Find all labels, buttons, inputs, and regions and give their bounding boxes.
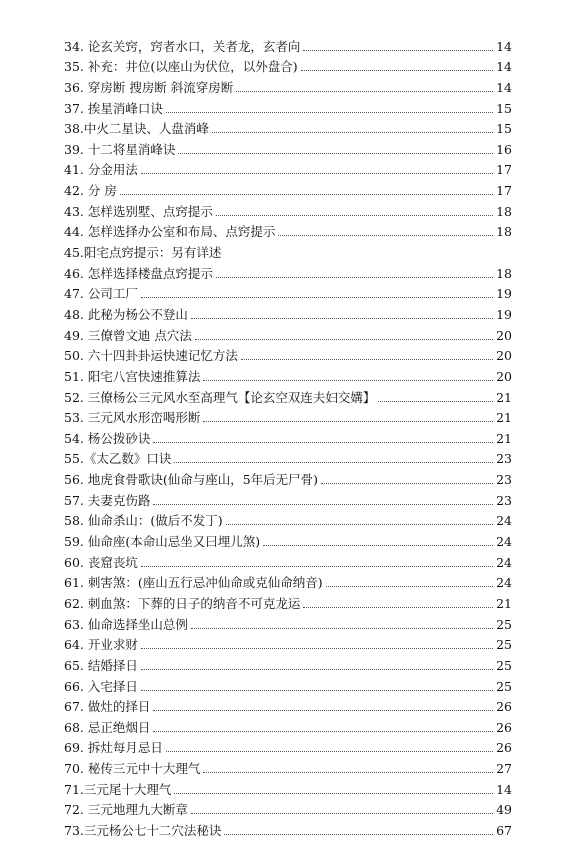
toc-entry[interactable] — [64, 302, 512, 323]
toc-entry-title: 52. 三僚杨公三元风水至高理气【论玄空双连夫妇交媾】 — [64, 389, 376, 405]
toc-entry-title: 34. 论玄关窍，窍者水口，关者龙，玄者向 — [64, 38, 301, 54]
toc-dot-leader — [153, 731, 493, 732]
toc-entry-page-number: 18 — [496, 224, 512, 240]
toc-dot-leader — [212, 132, 493, 133]
toc-entry-page-number: 21 — [496, 430, 512, 446]
toc-entry-title: 54. 杨公拨砂诀 — [64, 430, 151, 446]
toc-entry-title: 42. 分 房 — [64, 183, 117, 199]
toc-entry-title: 65. 结婚择日 — [64, 657, 138, 673]
toc-entry-page-number: 14 — [496, 38, 512, 54]
toc-entry-page-number: 23 — [496, 492, 512, 508]
toc-entry-page-number: 15 — [496, 121, 512, 137]
toc-entry-title: 41. 分金用法 — [64, 162, 138, 178]
toc-entry-page-number: 20 — [496, 368, 512, 384]
toc-entry[interactable] — [64, 653, 512, 674]
toc-entry[interactable] — [64, 55, 512, 76]
toc-entry[interactable] — [64, 323, 512, 344]
toc-dot-leader — [303, 50, 493, 51]
toc-dot-leader — [174, 462, 493, 463]
toc-entry[interactable] — [64, 385, 512, 406]
toc-entry-title: 57. 夫妻克伤路 — [64, 492, 151, 508]
toc-entry-page-number: 21 — [496, 410, 512, 426]
toc-entry-title: 45.阳宅点窍提示：另有详述 — [64, 245, 222, 261]
toc-entry-title: 55.《太乙数》口诀 — [64, 451, 172, 467]
toc-dot-leader — [153, 442, 493, 443]
toc-entry[interactable] — [64, 715, 512, 736]
toc-entry[interactable] — [64, 178, 512, 199]
toc-dot-leader — [263, 545, 493, 546]
toc-entry[interactable] — [64, 220, 512, 241]
toc-entry-title: 43. 怎样选别墅、点窍提示 — [64, 203, 213, 219]
toc-dot-leader — [191, 813, 493, 814]
toc-entry[interactable] — [64, 34, 512, 55]
toc-entry[interactable] — [64, 674, 512, 695]
toc-entry[interactable] — [64, 158, 512, 179]
toc-dot-leader — [226, 524, 493, 525]
toc-dot-leader — [141, 669, 493, 670]
toc-entry-page-number: 49 — [496, 802, 512, 818]
toc-entry-page-number: 25 — [496, 616, 512, 632]
toc-dot-leader — [203, 380, 493, 381]
toc-entry-page-number: 20 — [496, 327, 512, 343]
toc-dot-leader — [378, 401, 493, 402]
toc-entry[interactable] — [64, 591, 512, 612]
toc-dot-leader — [326, 586, 493, 587]
table-of-contents — [64, 34, 512, 839]
toc-entry[interactable] — [64, 777, 512, 798]
toc-entry-page-number: 14 — [496, 781, 512, 797]
toc-entry-page-number: 14 — [496, 79, 512, 95]
toc-dot-leader — [153, 710, 493, 711]
toc-dot-leader — [191, 628, 493, 629]
toc-entry-title: 56. 地虎食骨歌诀(仙命与座山，5年后无尸骨) — [64, 472, 319, 488]
toc-dot-leader — [278, 235, 493, 236]
toc-entry[interactable] — [64, 199, 512, 220]
toc-entry-page-number: 24 — [496, 554, 512, 570]
toc-entry[interactable] — [64, 261, 512, 282]
toc-entry[interactable] — [64, 736, 512, 757]
toc-entry[interactable] — [64, 550, 512, 571]
toc-dot-leader — [153, 504, 493, 505]
toc-entry[interactable] — [64, 488, 512, 509]
toc-dot-leader — [191, 318, 493, 319]
toc-entry[interactable] — [64, 798, 512, 819]
toc-dot-leader — [174, 793, 493, 794]
toc-entry-title: 46. 怎样选择楼盘点窍提示 — [64, 265, 213, 281]
toc-entry-page-number: 18 — [496, 203, 512, 219]
toc-dot-leader — [195, 339, 493, 340]
toc-dot-leader — [141, 566, 493, 567]
toc-entry[interactable] — [64, 364, 512, 385]
toc-dot-leader — [241, 359, 493, 360]
toc-dot-leader — [203, 772, 493, 773]
toc-entry[interactable] — [64, 756, 512, 777]
toc-entry-page-number: 24 — [496, 534, 512, 550]
toc-entry-title: 47. 公司工厂 — [64, 286, 138, 302]
toc-entry-title: 51. 阳宅八宫快速推算法 — [64, 368, 201, 384]
toc-entry-page-number: 20 — [496, 348, 512, 364]
toc-entry-title: 53. 三元风水形峦喝形断 — [64, 410, 201, 426]
toc-entry-title: 71.三元尾十大理气 — [64, 781, 172, 797]
toc-dot-leader — [216, 215, 493, 216]
toc-entry-title: 72. 三元地理九大断章 — [64, 802, 188, 818]
toc-entry-page-number: 18 — [496, 265, 512, 281]
toc-dot-leader — [141, 297, 493, 298]
toc-entry-page-number: 25 — [496, 678, 512, 694]
toc-dot-leader — [141, 173, 493, 174]
toc-entry-page-number: 24 — [496, 513, 512, 529]
toc-entry-title: 38.中火二星诀、人盘消峰 — [64, 121, 209, 137]
toc-entry-title: 58. 仙命杀山：(做后不发丁) — [64, 513, 223, 529]
toc-entry-page-number: 25 — [496, 637, 512, 653]
toc-entry-page-number: 17 — [496, 162, 512, 178]
toc-entry-page-number: 19 — [496, 306, 512, 322]
toc-entry-title: 37. 挨星消峰口诀 — [64, 100, 163, 116]
toc-entry-page-number: 26 — [496, 699, 512, 715]
toc-entry-title: 73.三元杨公七十二穴法秘诀 — [64, 822, 222, 838]
toc-entry-title: 48. 此秘为杨公不登山 — [64, 306, 188, 322]
toc-entry-page-number: 16 — [496, 141, 512, 157]
toc-dot-leader — [303, 607, 493, 608]
toc-entry-title: 62. 刺血煞：下葬的日子的纳音不可克龙运 — [64, 595, 301, 611]
toc-entry[interactable] — [64, 282, 512, 303]
toc-entry[interactable] — [64, 96, 512, 117]
toc-entry-page-number: 15 — [496, 100, 512, 116]
toc-entry[interactable] — [64, 633, 512, 654]
toc-entry[interactable] — [64, 75, 512, 96]
toc-entry-page-number: 17 — [496, 183, 512, 199]
toc-dot-leader — [120, 194, 493, 195]
toc-dot-leader — [216, 277, 493, 278]
toc-entry-title: 35. 补充：井位(以座山为伏位，以外盘合) — [64, 59, 298, 75]
toc-entry[interactable] — [64, 426, 512, 447]
toc-entry-title: 64. 开业求财 — [64, 637, 138, 653]
toc-entry[interactable] — [64, 529, 512, 550]
toc-entry-page-number: 24 — [496, 575, 512, 591]
toc-entry[interactable] — [64, 467, 512, 488]
toc-entry[interactable] — [64, 818, 512, 839]
toc-entry-page-number: 23 — [496, 472, 512, 488]
toc-entry[interactable] — [64, 240, 512, 261]
toc-entry[interactable] — [64, 406, 512, 427]
toc-entry-page-number: 21 — [496, 595, 512, 611]
toc-entry[interactable] — [64, 447, 512, 468]
toc-entry-page-number: 23 — [496, 451, 512, 467]
toc-dot-leader — [301, 70, 493, 71]
toc-entry-page-number: 14 — [496, 59, 512, 75]
toc-entry[interactable] — [64, 137, 512, 158]
toc-entry-title: 63. 仙命选择坐山总例 — [64, 616, 188, 632]
toc-dot-leader — [141, 690, 493, 691]
toc-entry-title: 60. 丧窟丧坑 — [64, 554, 138, 570]
toc-dot-leader — [203, 421, 493, 422]
toc-entry-title: 66. 入宅择日 — [64, 678, 138, 694]
toc-entry-title: 44. 怎样选择办公室和布局、点窍提示 — [64, 224, 276, 240]
toc-entry[interactable] — [64, 509, 512, 530]
toc-entry-page-number: 26 — [496, 740, 512, 756]
toc-entry-title: 39. 十二将星消峰诀 — [64, 141, 176, 157]
toc-dot-leader — [166, 751, 493, 752]
toc-dot-leader — [224, 834, 493, 835]
toc-entry-page-number: 19 — [496, 286, 512, 302]
toc-entry[interactable] — [64, 695, 512, 716]
toc-dot-leader — [178, 153, 493, 154]
toc-entry-title: 61. 刺害煞：(座山五行忌冲仙命或克仙命纳音) — [64, 575, 323, 591]
toc-entry-title: 49. 三僚曾文迪 点穴法 — [64, 327, 192, 343]
toc-dot-leader — [166, 112, 493, 113]
toc-entry[interactable] — [64, 612, 512, 633]
toc-entry-title: 36. 穿房断 搜房断 斜流穿房断 — [64, 79, 234, 95]
toc-dot-leader — [141, 648, 493, 649]
toc-entry-title: 69. 拆灶每月忌日 — [64, 740, 163, 756]
toc-entry-title: 59. 仙命座(本命山忌坐又曰埋儿煞) — [64, 534, 261, 550]
toc-entry-page-number: 67 — [496, 822, 512, 838]
toc-entry-title: 67. 做灶的择日 — [64, 699, 151, 715]
toc-entry-title: 50. 六十四卦卦运快速记忆方法 — [64, 348, 238, 364]
toc-entry[interactable] — [64, 571, 512, 592]
toc-entry[interactable] — [64, 117, 512, 138]
toc-entry-page-number: 26 — [496, 719, 512, 735]
toc-entry[interactable] — [64, 344, 512, 365]
toc-entry-title: 68. 忌正绝烟日 — [64, 719, 151, 735]
toc-entry-page-number: 25 — [496, 657, 512, 673]
toc-dot-leader — [236, 91, 493, 92]
toc-entry-title: 70. 秘传三元中十大理气 — [64, 761, 201, 777]
toc-entry-page-number: 21 — [496, 389, 512, 405]
toc-entry-page-number: 27 — [496, 761, 512, 777]
toc-dot-leader — [321, 483, 493, 484]
